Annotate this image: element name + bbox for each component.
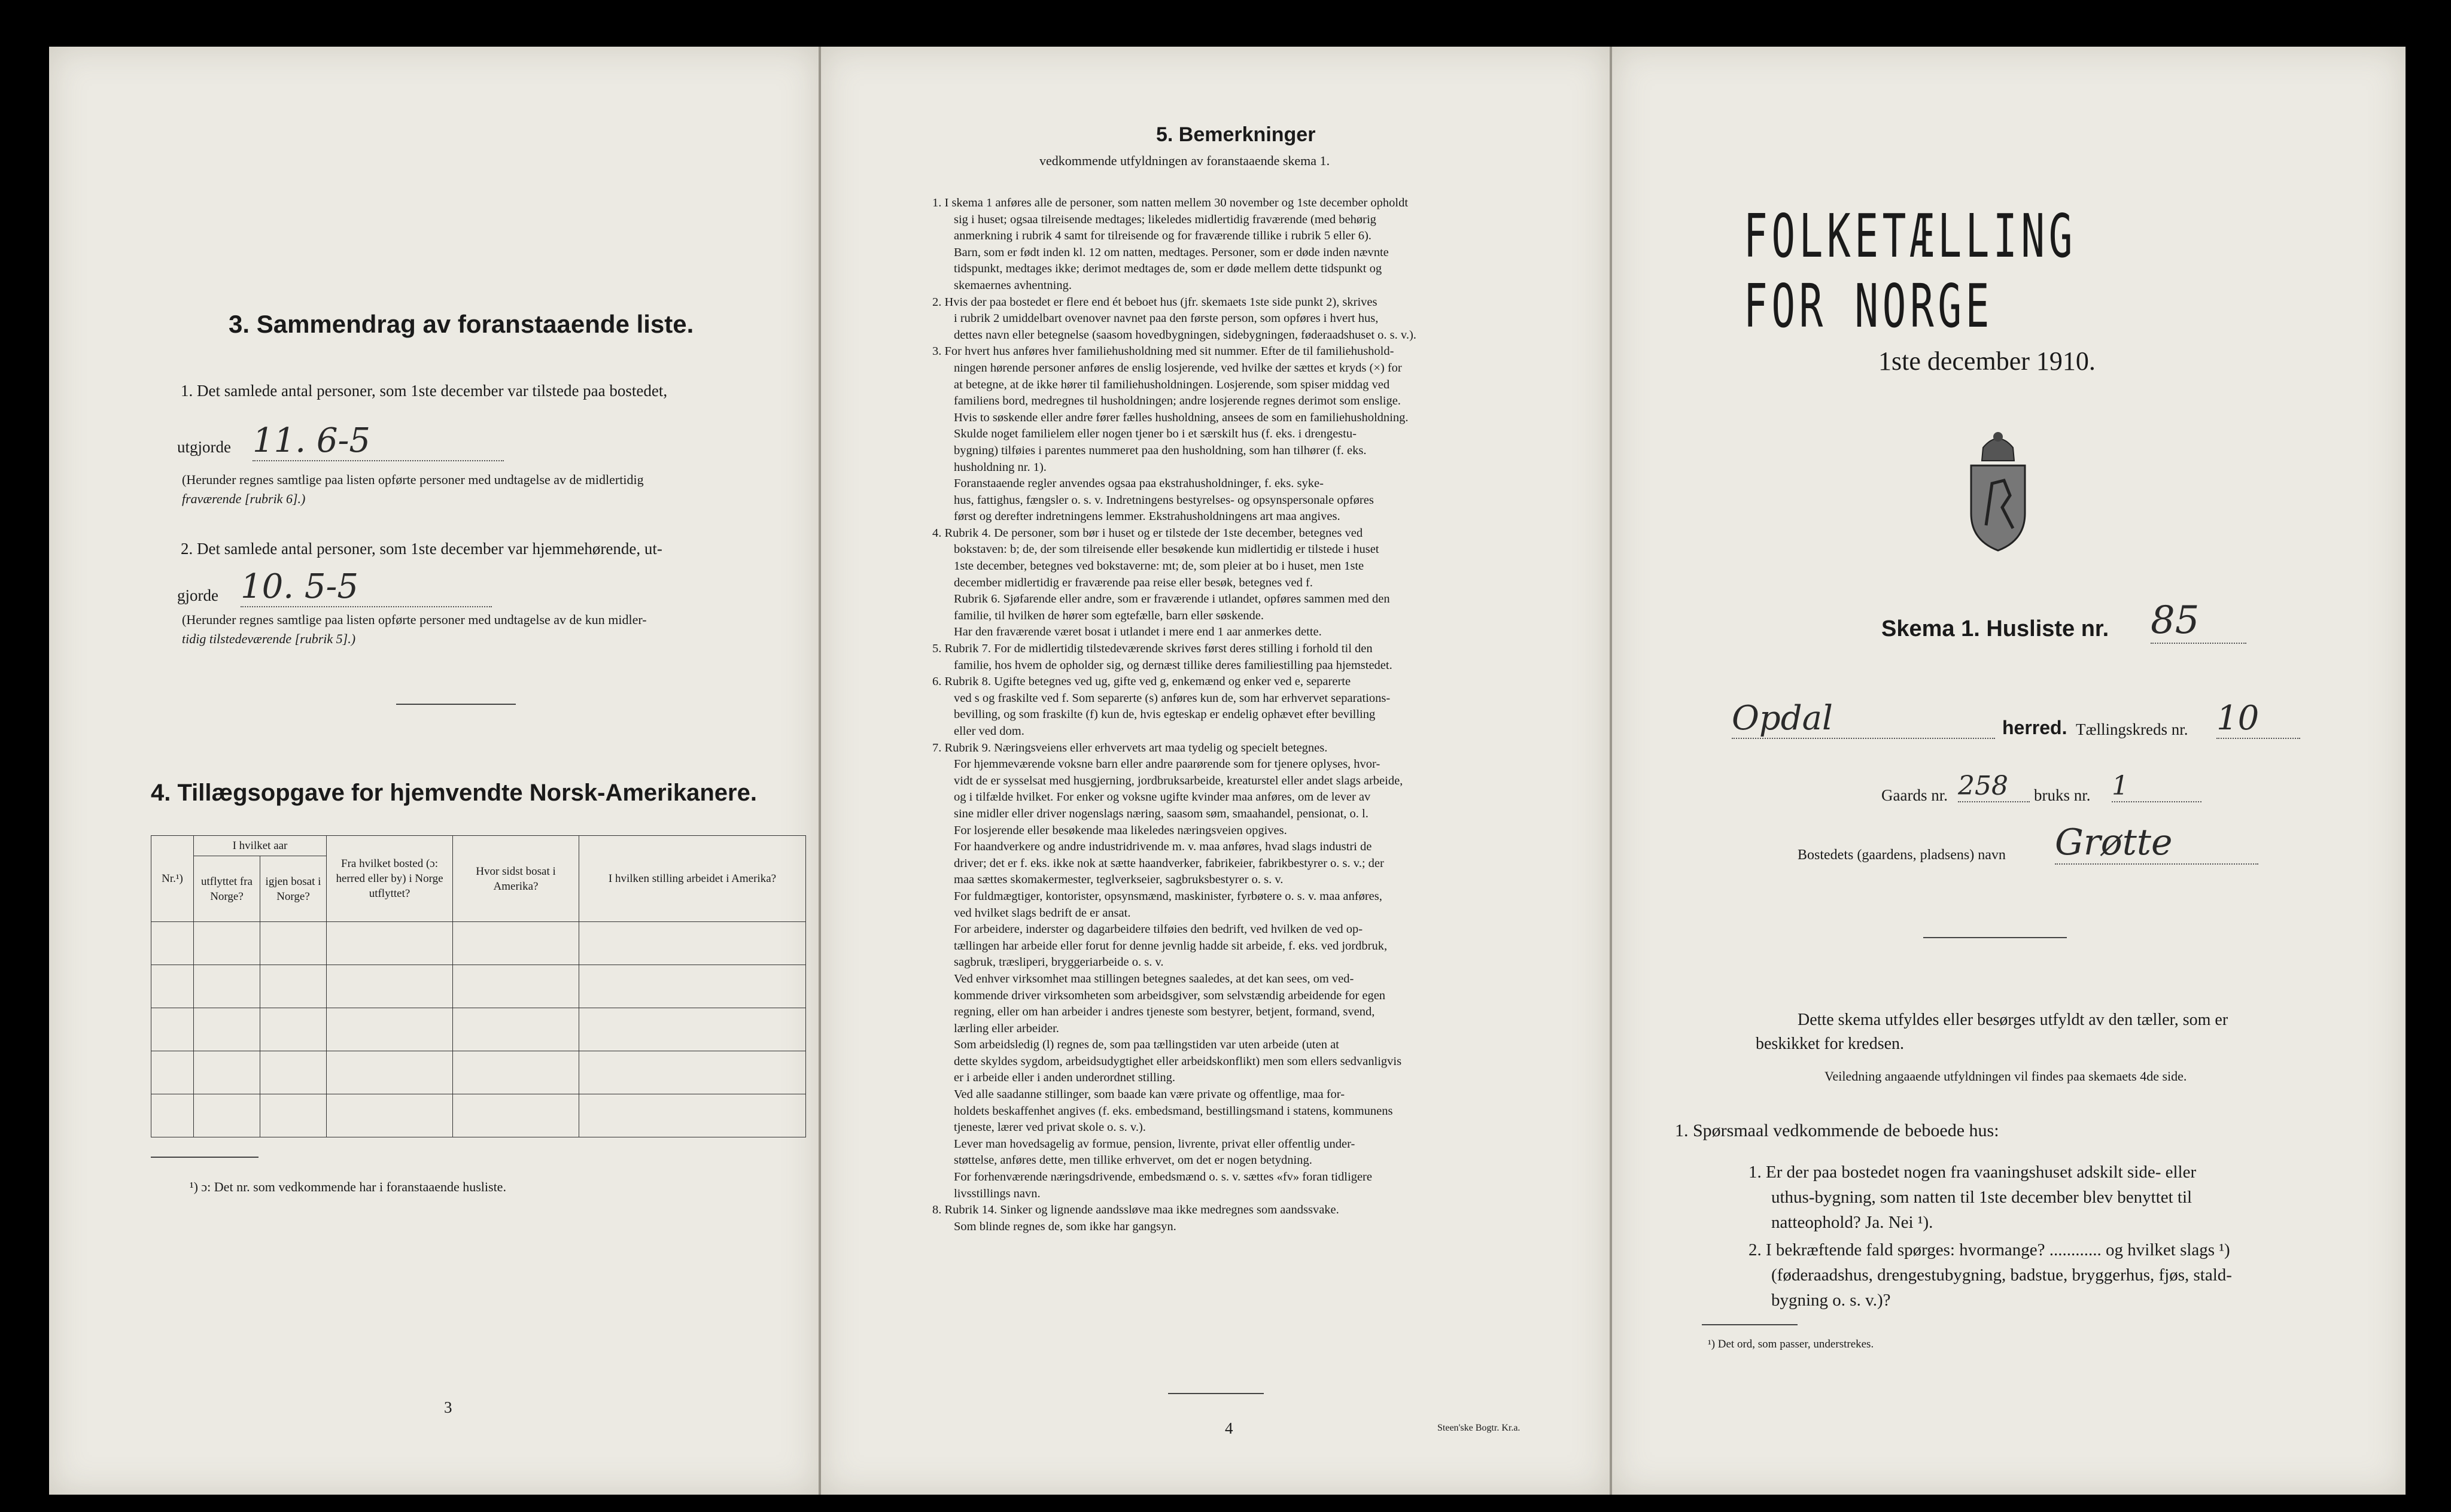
remark-line: tællingen har arbeide eller forut for denne jevnlig hadde sit arbeide, f. eks. ved jordbruk, bbox=[954, 939, 1388, 953]
remark-line: at betegne, at de ikke hører til familiehusholdningen. Losjerende, som spiser middag ved bbox=[954, 378, 1390, 391]
krets-value: 10 bbox=[2216, 699, 2300, 739]
col-occupation: I hvilken stilling arbeidet i Amerika? bbox=[579, 836, 806, 922]
remark-line: For hjemmeværende voksne barn eller andre paarørende som for tjenere oplyses, hvor- bbox=[954, 757, 1380, 771]
coat-of-arms-icon bbox=[1959, 424, 2037, 555]
question1-line2: uthus-bygning, som natten til 1ste december blev benyttet til bbox=[1771, 1188, 2192, 1207]
q2-handwritten-value: 10. 5-5 bbox=[241, 567, 492, 607]
page-middle bbox=[821, 47, 1610, 1495]
remark-line: kommende driver virksomheten som arbeidsgiver, som selvstændig arbeidende for egen bbox=[954, 988, 1386, 1002]
remarks-list bbox=[932, 195, 1585, 1235]
q2-prefix: gjorde bbox=[177, 586, 218, 604]
divider bbox=[396, 704, 516, 705]
page-right bbox=[1612, 47, 2406, 1495]
table-row bbox=[151, 965, 806, 1008]
remark-line: ved s og fraskilte ved f. Som separerte (s) anføres kun de, som har erhvervet separations- bbox=[954, 691, 1391, 705]
question-heading: 1. Spørsmaal vedkommende de beboede hus: bbox=[1675, 1121, 1999, 1140]
remark-line: sine midler eller driver nogenslags næring, saasom søm, smaahandel, pensionat, o. l. bbox=[954, 807, 1369, 820]
page-number: 4 bbox=[1225, 1419, 1233, 1437]
footnote-rule bbox=[1702, 1324, 1798, 1325]
remark-line: bygning) tilføies i parentes nummeret paa den husholdning, som han tilhører (f. eks. bbox=[954, 443, 1367, 457]
q1-note-line1: (Herunder regnes samtlige paa listen opførte personer med undtagelse av de midlertidig bbox=[182, 472, 644, 487]
q1-text: 1. Det samlede antal personer, som 1ste december var tilstede paa bostedet, bbox=[181, 382, 668, 400]
remark-line: dette skyldes sygdom, arbeidsudygtighet eller arbeidskonflikt) men som ellers sedvanligvis bbox=[954, 1054, 1402, 1068]
remark-line: dettes navn eller betegnelse (saasom hovedbygningen, sidebygningen, føderaadshuset o. s. v.). bbox=[954, 328, 1416, 342]
remark-line: først og derefter indretningens lemmer. Ekstrahusholdningens art maa angives. bbox=[954, 510, 1340, 524]
col-returned: igjen bosat i Norge? bbox=[260, 856, 327, 922]
remark-line: er i arbeide eller i anden underordnet stilling. bbox=[954, 1071, 1176, 1085]
gaards-value: 258 bbox=[1958, 771, 2030, 802]
remark-line: livsstillings navn. bbox=[954, 1187, 1041, 1200]
remark-line: For losjerende eller besøkende maa likeledes næringsveien opgives. bbox=[954, 823, 1287, 837]
remark-line: Som blinde regnes de, som ikke har gangsyn. bbox=[954, 1219, 1176, 1233]
remark-line: december midlertidig er fraværende paa reise eller besøk, betegnes ved f. bbox=[954, 576, 1313, 589]
question2-line3: bygning o. s. v.)? bbox=[1771, 1291, 1891, 1310]
herred-label: herred. bbox=[2002, 717, 2067, 738]
remark-line: sig i huset; ogsaa tilreisende medtages; likeledes midlertidig fraværende (med behørig bbox=[954, 212, 1376, 226]
remarks-subtitle: vedkommende utfyldningen av foranstaaende skema 1. bbox=[1039, 153, 1330, 168]
remark-line: anmerkning i rubrik 4 samt for tilreisende og for fraværende tillike i rubrik 5 eller 6). bbox=[954, 229, 1372, 243]
remark-line: For fuldmægtiger, kontorister, opsynsmænd, maskinister, fyrbøtere o. s. v. maa anføres, bbox=[954, 889, 1382, 903]
remark-line: sagbruk, træsliperi, bryggeriarbeide o. s. v. bbox=[954, 956, 1164, 969]
q1-handwritten-value: 11. 6-5 bbox=[253, 421, 504, 461]
remark-line: tidspunkt, medtages ikke; derimot medtages de, som er døde mellem dette tidspunkt og bbox=[954, 262, 1382, 276]
remark-line: bevilling, og som fraskilte (f) kun de, hvis egteskap er endelig ophævet efter bevilling bbox=[954, 708, 1376, 722]
col-last-america: Hvor sidst bosat i Amerika? bbox=[453, 836, 579, 922]
footnote-rule bbox=[151, 1157, 259, 1158]
table-row bbox=[151, 1051, 806, 1094]
remark-line: driver; det er f. eks. ikke nok at sætte haandverker, fabrikeier, fabrikbestyrer o. s. v.; der bbox=[954, 856, 1384, 870]
remark-line: husholdning nr. 1). bbox=[954, 460, 1047, 474]
remark-line: Foranstaaende regler anvendes ogsaa paa ekstrahusholdninger, f. eks. syke- bbox=[954, 477, 1324, 491]
table-row bbox=[151, 922, 806, 965]
question2-line1: 2. I bekræftende fald spørges: hvormange? ............ og hvilket slags ¹) bbox=[1748, 1240, 2230, 1260]
table-row bbox=[151, 1008, 806, 1051]
remark-line: 2. Hvis der paa bostedet er flere end ét beboet hus (jfr. skemaets 1ste side punkt 2), skrives bbox=[932, 295, 1377, 309]
q1-note-line2: fraværende [rubrik 6].) bbox=[182, 491, 306, 506]
remark-line: Ved enhver virksomhet maa stillingen betegnes saaledes, at det kan sees, om ved- bbox=[954, 972, 1354, 985]
remark-line: For haandverkere og andre industridrivende m. v. maa anføres, hvad slags industri de bbox=[954, 840, 1372, 854]
census-date: 1ste december 1910. bbox=[1878, 346, 2096, 376]
remark-line: holdets beskaffenhet angives (f. eks. embedsmand, bestillingsmand i statens, kommunens bbox=[954, 1104, 1393, 1118]
census-title: FOLKETÆLLING FOR NORGE bbox=[1744, 201, 2077, 341]
page-left bbox=[49, 47, 819, 1495]
section3-title: 3. Sammendrag av foranstaaende liste. bbox=[229, 310, 694, 338]
remark-line: Som arbeidsledig (l) regnes de, som paa tællingstiden var uten arbeide (uten at bbox=[954, 1038, 1339, 1052]
remark-line: lærling eller arbeider. bbox=[954, 1021, 1059, 1035]
col-nr: Nr.¹) bbox=[151, 836, 194, 922]
question1 bbox=[1748, 1160, 2196, 1235]
remark-line: For forhenværende næringsdrivende, embedsmænd o. s. v. sættes «fv» foran tidligere bbox=[954, 1170, 1372, 1184]
remark-line: 1ste december, betegnes ved bokstaverne: mt; de, som pleier at bo i huset, men 1ste bbox=[954, 559, 1364, 573]
question2 bbox=[1748, 1237, 2232, 1313]
col-from-place: Fra hvilket bosted (ɔ: herred eller by) i Norge utflyttet? bbox=[327, 836, 453, 922]
remark-line: 3. For hvert hus anføres hver familiehusholdning med sit nummer. Efter de til familiehushold- bbox=[932, 345, 1394, 358]
question2-line2: (føderaadshus, drengestubygning, badstue, bryggerhus, fjøs, stald- bbox=[1771, 1265, 2232, 1285]
q2-note-line2: tidig tilstedeværende [rubrik 5].) bbox=[182, 631, 356, 646]
question1-line3: natteophold? Ja. Nei ¹). bbox=[1771, 1213, 1933, 1232]
remark-line: bokstaven: b; de, der som tilreisende eller besøkende kun midlertidig er tilstede i huset bbox=[954, 543, 1379, 556]
page-number: 3 bbox=[444, 1398, 452, 1416]
husliste-number: 85 bbox=[2151, 598, 2246, 644]
bosted-value: Grøtte bbox=[2055, 822, 2258, 865]
remark-line: støttelse, anføres dette, men tillike erhvervet, om det er nogen betydning. bbox=[954, 1154, 1312, 1167]
remark-line: Ved alle saadanne stillinger, som baade kan være private og offentlige, maa for- bbox=[954, 1088, 1345, 1102]
remark-line: 7. Rubrik 9. Næringsveiens eller erhvervets art maa tydelig og specielt betegnes. bbox=[932, 741, 1328, 755]
remark-line: 4. Rubrik 4. De personer, som bør i huset og er tilstede der 1ste december, betegnes ved bbox=[932, 526, 1363, 540]
skema-label: Skema 1. Husliste nr. bbox=[1881, 616, 2109, 641]
norsk-amerikanere-table bbox=[151, 835, 806, 1137]
remark-line: maa sættes skomakermester, teglverkseier, sagbruksbestyrer o. s. v. bbox=[954, 873, 1284, 887]
remark-line: vidt de er sysselsat med husgjerning, jordbruksarbeide, kreaturstel eller andet slags arbeide, bbox=[954, 774, 1403, 787]
remarks-title: 5. Bemerkninger bbox=[1156, 123, 1316, 146]
remark-line: Lever man hovedsagelig av formue, pension, livrente, privat eller offentlig under- bbox=[954, 1137, 1355, 1151]
remark-line: i rubrik 2 umiddelbart ovenover navnet paa den første person, som opføres i hvert hus, bbox=[954, 312, 1379, 325]
remark-line: 8. Rubrik 14. Sinker og lignende aandssløve maa ikke medregnes som aandssvake. bbox=[932, 1203, 1339, 1217]
section4-title: 4. Tillægsopgave for hjemvendte Norsk-Amerikanere. bbox=[151, 780, 757, 806]
remark-line: ved hvilket slags bedrift de er ansat. bbox=[954, 906, 1131, 920]
remark-line: og i tilfælde hvilket. For enker og voksne ugifte kvinder maa anføres, om de lever av bbox=[954, 790, 1371, 804]
remark-line: tjeneste, lærer ved privat skole o. s. v.). bbox=[954, 1121, 1146, 1134]
instruction-line1: Dette skema utfyldes eller besørges utfyldt av den tæller, som er bbox=[1798, 1011, 2228, 1029]
bruks-value: 1 bbox=[2112, 771, 2201, 802]
remark-line: eller ved dom. bbox=[954, 725, 1024, 738]
remark-line: Skulde noget familielem eller nogen tjener bo i et særskilt hus (f. eks. i drengestu- bbox=[954, 427, 1357, 441]
divider bbox=[1168, 1393, 1264, 1394]
q2-note-line1: (Herunder regnes samtlige paa listen opførte personer med undtagelse av de kun midler- bbox=[182, 612, 647, 627]
question1-line1: 1. Er der paa bostedet nogen fra vaaningshuset adskilt side- eller bbox=[1748, 1163, 2197, 1182]
printer-mark: Steen'ske Bogtr. Kr.a. bbox=[1437, 1423, 1521, 1433]
remark-line: hus, fattighus, fængsler o. s. v. Indretningens bestyrelses- og opsynspersonale opføres bbox=[954, 493, 1374, 507]
q1-prefix: utgjorde bbox=[177, 438, 231, 456]
remark-line: 5. Rubrik 7. For de midlertidig tilstedeværende skrives først deres stilling i forhold til den bbox=[932, 642, 1373, 656]
remark-line: Har den fraværende været bosat i utlandet i mere end 1 aar anmerkes dette. bbox=[954, 625, 1322, 639]
col-group-year: I hvilket aar bbox=[194, 836, 327, 856]
table-row bbox=[151, 1094, 806, 1137]
remark-line: 1. I skema 1 anføres alle de personer, som natten mellem 30 november og 1ste december opholdt bbox=[932, 196, 1409, 209]
remark-line: skemaernes avhentning. bbox=[954, 278, 1072, 292]
ornament-divider bbox=[1923, 937, 2067, 938]
remark-line: familiens bord, medregnes til husholdningen; andre losjerende regnes derimot som enslige. bbox=[954, 394, 1401, 408]
remark-line: For arbeidere, inderster og dagarbeidere tilføies den bedrift, ved hvilken de ved op- bbox=[954, 923, 1363, 936]
remark-line: ningen hørende personer anføres de enslig losjerende, ved hvilke der sættes et kryds (×) for bbox=[954, 361, 1402, 375]
footnote: ¹) Det ord, som passer, understrekes. bbox=[1708, 1338, 1874, 1350]
gaards-label: Gaards nr. bbox=[1881, 786, 1948, 804]
remark-line: Rubrik 6. Sjøfarende eller andre, som er fraværende i utlandet, opføres sammen med den bbox=[954, 592, 1390, 606]
instruction-line2: beskikket for kredsen. bbox=[1756, 1035, 1905, 1053]
footnote: ¹) ɔ: Det nr. som vedkommende har i foranstaaende husliste. bbox=[190, 1179, 506, 1194]
remark-line: Barn, som er født inden kl. 12 om natten, medtages. Personer, som er døde inden nævnte bbox=[954, 245, 1389, 259]
instruction-line3: Veiledning angaaende utfyldningen vil findes paa skemaets 4de side. bbox=[1824, 1069, 2187, 1084]
krets-label: Tællingskreds nr. bbox=[2076, 720, 2188, 738]
remark-line: familie, hos hvem de opholder sig, og dernæst tillike deres familiestilling paa hjemstedet. bbox=[954, 658, 1392, 672]
remark-line: regning, eller om han arbeider i andres tjeneste som bestyrer, betjent, formand, svend, bbox=[954, 1005, 1375, 1019]
herred-value: Opdal bbox=[1732, 699, 1995, 739]
bosted-label: Bostedets (gaardens, pladsens) navn bbox=[1798, 847, 2006, 863]
remark-line: familie, til hvilken de hører som egtefælle, barn eller søskende. bbox=[954, 609, 1264, 622]
remark-line: 6. Rubrik 8. Ugifte betegnes ved ug, gifte ved g, enkemænd og enker ved e, separerte bbox=[932, 675, 1351, 689]
q2-text: 2. Det samlede antal personer, som 1ste december var hjemmehørende, ut- bbox=[181, 540, 662, 558]
col-emigrated: utflyttet fra Norge? bbox=[194, 856, 260, 922]
bruks-label: bruks nr. bbox=[2034, 786, 2091, 804]
remark-line: Hvis to søskende eller andre fører fælles husholdning, ansees de som en familiehusholdning. bbox=[954, 410, 1409, 424]
